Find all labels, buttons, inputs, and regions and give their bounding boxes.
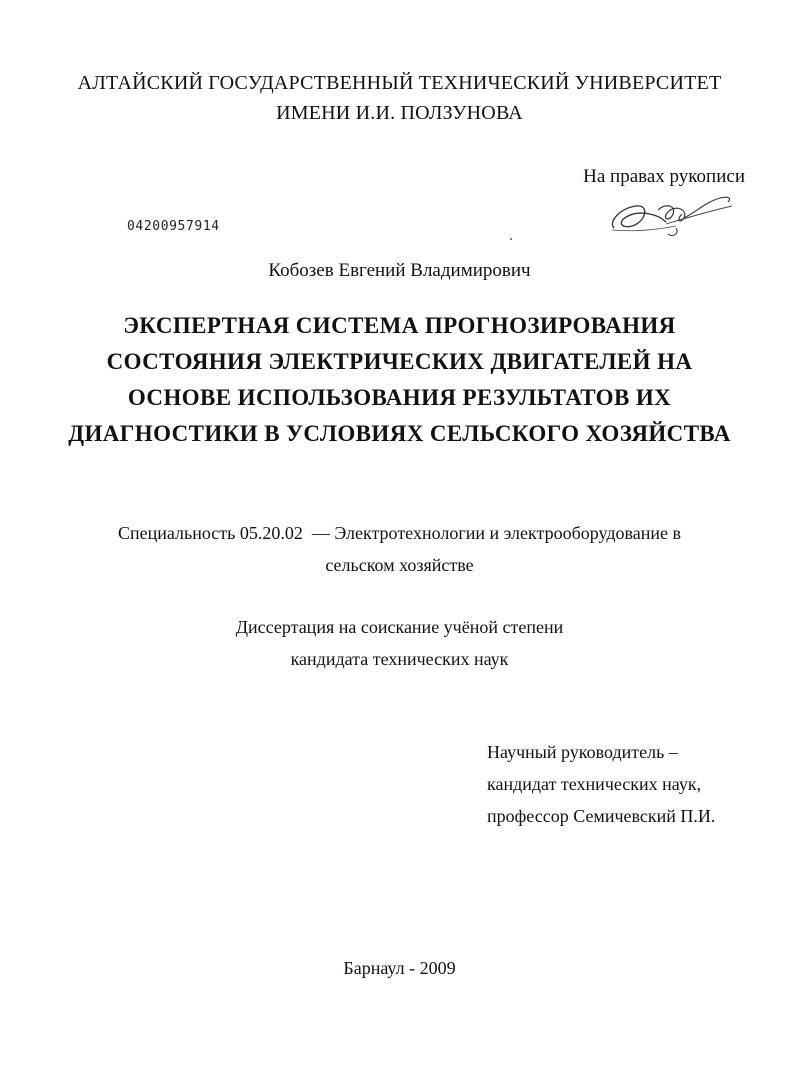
- dissertation-line-1: Диссертация на соискание учёной степени: [235, 617, 564, 637]
- scientific-advisor-block: [487, 736, 715, 832]
- university-name-line1: АЛТАЙСКИЙ ГОСУДАРСТВЕННЫЙ ТЕХНИЧЕСКИЙ УНИВЕРСИТЕТ: [77, 72, 722, 94]
- specialty-block: [0, 517, 799, 581]
- dissertation-title: [0, 308, 799, 452]
- specialty-line-2: сельском хозяйстве: [325, 555, 474, 575]
- specialty-line-1: Специальность 05.20.02 — Электротехнологии и электрооборудование в: [117, 523, 682, 543]
- dissertation-line-2: кандидата технических наук: [290, 649, 509, 669]
- title-line-2: СОСТОЯНИЯ ЭЛЕКТРИЧЕСКИХ ДВИГАТЕЛЕЙ НА: [106, 349, 693, 374]
- manuscript-rights-note: На правах рукописи: [583, 166, 745, 187]
- title-line-1: ЭКСПЕРТНАЯ СИСТЕМА ПРОГНОЗИРОВАНИЯ: [123, 313, 676, 338]
- library-serial-number: 04200957914: [127, 219, 220, 234]
- city-and-year: Барнаул - 2009: [343, 958, 456, 978]
- title-line-4: ДИАГНОСТИКИ В УСЛОВИЯХ СЕЛЬСКОГО ХОЗЯЙСТВА: [68, 421, 731, 446]
- advisor-line-3: профессор Семичевский П.И.: [487, 806, 716, 826]
- university-name-line2: ИМЕНИ И.И. ПОЛЗУНОВА: [276, 102, 523, 124]
- title-line-3: ОСНОВЕ ИСПОЛЬЗОВАНИЯ РЕЗУЛЬТАТОВ ИХ: [127, 385, 672, 410]
- advisor-line-2: кандидат технических наук,: [487, 774, 702, 794]
- scan-speck: [510, 238, 512, 240]
- author-signature: [606, 192, 736, 240]
- advisor-line-1: Научный руководитель –: [487, 742, 678, 762]
- dissertation-degree-block: [0, 611, 799, 675]
- author-name: Кобозев Евгений Владимирович: [268, 260, 531, 281]
